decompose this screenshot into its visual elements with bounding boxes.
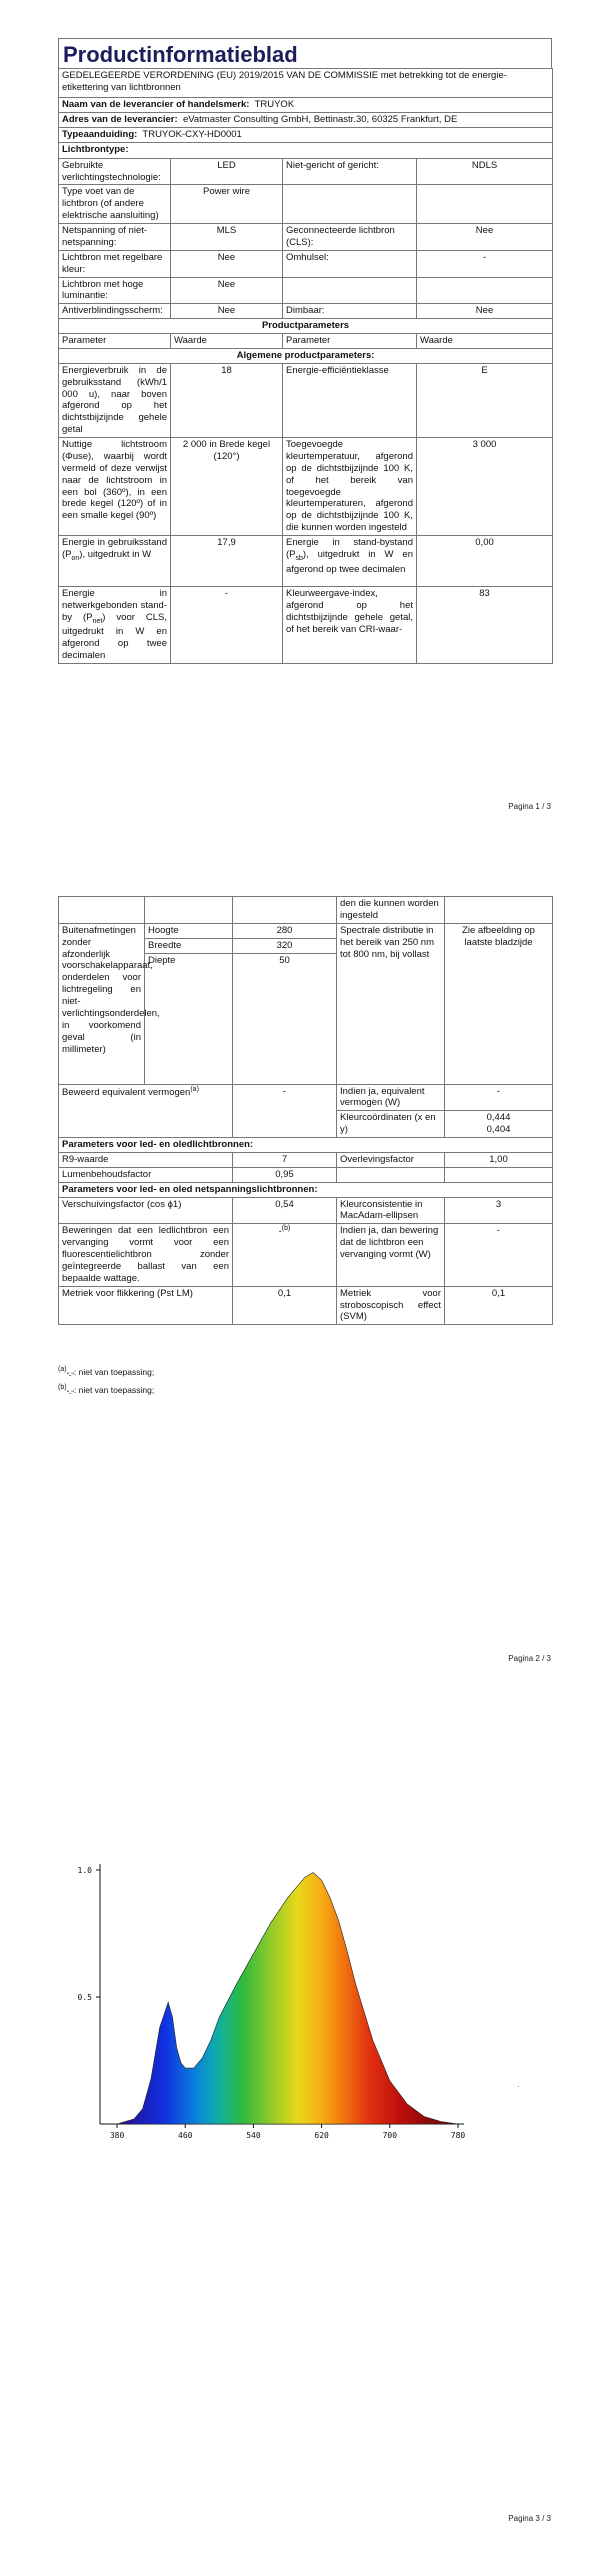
footnote-a <box>58 1366 154 1381</box>
area-layer <box>117 1873 458 2125</box>
empty-cell <box>145 897 233 924</box>
x-tick-label: 700 <box>382 2131 398 2140</box>
dim-value: Nee <box>417 304 553 319</box>
survival-label: Overlevingsfactor <box>337 1152 445 1167</box>
cri-value: 83 <box>417 587 553 664</box>
lightsource-type-heading: Lichtbrontype: <box>59 142 553 158</box>
address-value: eVatmaster Consulting GmbH, Bettinastr.30, 60325 Frankfurt, DE <box>182 113 458 125</box>
mains-params-heading: Parameters voor led- en oled netspanningslichtbronnen: <box>59 1182 553 1197</box>
colour-label: Lichtbron met regelbare kleur: <box>59 250 171 277</box>
dim-label: Dimbaar: <box>283 304 417 319</box>
regulation-text: GEDELEGEERDE VERORDENING (EU) 2019/2015 VAN DE COMMISSIE met betrekking tot de energie-etikettering van lichtbronnen <box>59 69 553 98</box>
spectral-label: Spectrale distributie in het bereik van 250 nm tot 800 nm, bij vollast <box>337 923 445 1084</box>
hlum-label: Lichtbron met hoge luminantie: <box>59 277 171 304</box>
product-params-heading: Productparameters <box>59 319 553 334</box>
empty-cell <box>59 897 145 924</box>
eclass-label: Energie-efficiëntieklasse <box>283 363 417 437</box>
address-label: Adres van de leverancier: <box>62 113 178 125</box>
empty-cell <box>445 897 553 924</box>
energy-label: Energieverbruik in de gebruiksstand (kWh/1 000 u), naar boven afgerond op het dichtstbijzijnde gehele getal <box>59 363 171 437</box>
dims-label: Buitenafmetingen zonder afzonderlijk voorschakelapparaat, onderdelen voor lichtregeling en niet-verlichtingsonderdelen, in voorkomend geval (in millimeter) <box>59 923 145 1084</box>
r9-value: 7 <box>233 1152 337 1167</box>
depth-label: Diepte <box>145 953 233 1084</box>
survival-value: 1,00 <box>445 1152 553 1167</box>
psb-label <box>283 536 417 587</box>
supplier-label: Naam van de leverancier of handelsmerk: <box>62 99 250 110</box>
claim-power-label <box>59 1084 233 1138</box>
pnet-value: - <box>171 587 283 664</box>
footnote-a-sub: "-" <box>66 1372 74 1380</box>
pon-sub: on <box>71 554 80 562</box>
page-2 <box>0 836 603 1672</box>
cct-value: 3 000 <box>417 438 553 536</box>
pon-label-b: ), uitgedrukt in W <box>79 548 152 560</box>
col-param-2: Parameter <box>283 334 417 349</box>
r9-label: R9-waarde <box>59 1152 233 1167</box>
height-value: 280 <box>233 923 337 938</box>
equiv-label: Indien ja, equivalent vermogen (W) <box>337 1084 445 1111</box>
pnet-sub: net <box>92 617 103 625</box>
width-value: 320 <box>233 938 337 953</box>
footnote-a-mark: (a) <box>58 1366 67 1373</box>
model-value: TRUYOK-CXY-HD0001 <box>142 128 242 140</box>
lumen-value: 0,95 <box>233 1167 337 1182</box>
x-tick-label: 380 <box>109 2131 125 2140</box>
strobo-value: 0,1 <box>445 1286 553 1325</box>
psb-label-b: ), uitgedrukt in W en afgerond op twee decimalen <box>286 548 413 575</box>
cri-label: Kleurweergave-index, afgerond op het dichtstbijzijnde gehele getal, of het bereik van CRI-waar- <box>283 587 417 664</box>
x-tick-label: 540 <box>246 2131 261 2140</box>
mains-value: MLS <box>171 224 283 251</box>
replace-sup: (b) <box>281 1225 291 1233</box>
col-param-1: Parameter <box>59 334 171 349</box>
empty-cell <box>417 185 553 224</box>
chroma-y: 0,404 <box>486 1124 511 1136</box>
footnote-b <box>58 1384 154 1399</box>
replace-value-text: - <box>278 1226 282 1238</box>
page-number: Pagina 1 / 3 <box>508 802 551 811</box>
pnet-label-b: ) voor CLS, uitgedrukt in W en afgerond op twee decimalen <box>62 611 167 662</box>
claim-power-label-a: Beweerd equivalent vermogen <box>62 1086 191 1098</box>
cct-label: Toegevoegde kleurtemperatuur, afgerond op de dichtstbijzijnde 100 K, of het bereik van toegevoegde kleurtemperaturen, afgerond op de dichtstbijzijnde 100 K, die kunnen worden ingesteld <box>283 438 417 536</box>
replace-label: Beweringen dat een ledlichtbron een vervanging vormt voor een fluorescentielichtbron zonder geïntegreerde ballast van een bepaalde wattage. <box>59 1224 233 1286</box>
x-tick-label: 460 <box>178 2131 193 2140</box>
equiv-value: - <box>445 1084 553 1111</box>
eclass-value: E <box>417 363 553 437</box>
flux-label: Nuttige lichtstroom (Φuse), waarbij wordt vermeld of deze verwijst naar de lichtstroom in een bol (360º), in een brede kegel (120º) of in een smalle kegel (90º) <box>59 438 171 536</box>
address-row <box>59 112 553 127</box>
mains-label: Netspanning of niet-netspanning: <box>59 224 171 251</box>
supplier-row <box>59 98 553 113</box>
page-3 <box>0 1672 603 2560</box>
empty-cell <box>445 1167 553 1182</box>
general-params-heading: Algemene productparameters: <box>59 348 553 363</box>
height-label: Hoogte <box>145 923 233 938</box>
cap-label: Type voet van de lichtbron (of andere elektrische aansluiting) <box>59 185 171 224</box>
x-tick-label: 780 <box>450 2131 466 2140</box>
width-label: Breedte <box>145 938 233 953</box>
claim-power-value: - <box>233 1084 337 1138</box>
pnet-label <box>59 587 171 664</box>
hlum-value: Nee <box>171 277 283 304</box>
cosphi-label: Verschuivingsfactor (cos ϕ1) <box>59 1197 233 1224</box>
claim-power-sup: (a) <box>190 1085 199 1093</box>
cls-value: Nee <box>417 224 553 251</box>
depth-value: 50 <box>233 953 337 1084</box>
pon-value: 17,9 <box>171 536 283 587</box>
cls-label: Geconnecteerde lichtbron (CLS): <box>283 224 417 251</box>
empty-cell <box>233 897 337 924</box>
model-row <box>59 127 553 142</box>
spectrum-area <box>117 1873 458 2125</box>
glare-value: Nee <box>171 304 283 319</box>
product-info-table-1 <box>58 68 553 664</box>
ndls-label: Niet-gericht of gericht: <box>283 158 417 185</box>
flicker-label: Metriek voor flikkering (Pst LM) <box>59 1286 233 1325</box>
spectrum-svg <box>60 1854 480 2154</box>
replace-value <box>233 1224 337 1286</box>
envelope-label: Omhulsel: <box>283 250 417 277</box>
footnote-a-text: : niet van toepassing; <box>73 1366 155 1377</box>
ndls-value: NDLS <box>417 158 553 185</box>
page-number: Pagina 3 / 3 <box>508 2514 551 2523</box>
lumen-label: Lumenbehoudsfactor <box>59 1167 233 1182</box>
led-params-heading: Parameters voor led- en oledlichtbronnen: <box>59 1138 553 1153</box>
page-1 <box>0 0 603 836</box>
supplier-value: TRUYOK <box>254 99 295 110</box>
flux-value: 2 000 in Brede kegel (120°) <box>171 438 283 536</box>
y-tick-label: 0.5 <box>77 1993 92 2002</box>
empty-cell <box>283 277 417 304</box>
cap-value: Power wire <box>171 185 283 224</box>
empty-cell <box>283 185 417 224</box>
psb-value: 0,00 <box>417 536 553 587</box>
chroma-values <box>445 1111 553 1138</box>
flicker-value: 0,1 <box>233 1286 337 1325</box>
replace-yes-label: Indien ja, dan bewering dat de lichtbron een vervanging vormt (W) <box>337 1224 445 1286</box>
cosphi-value: 0,54 <box>233 1197 337 1224</box>
macadam-label: Kleurconsistentie in MacAdam-ellipsen <box>337 1197 445 1224</box>
tech-value: LED <box>171 158 283 185</box>
model-label: Typeaanduiding: <box>62 128 138 140</box>
strobo-label: Metriek voor stroboscopisch effect (SVM) <box>337 1286 445 1325</box>
pon-label-a: Energie in gebruiksstand (P <box>62 537 167 560</box>
cont-text: den die kunnen worden ingesteld <box>337 897 445 924</box>
glare-label: Antiverblindingsscherm: <box>59 304 171 319</box>
psb-label-a: Energie in stand-bystand (P <box>286 537 413 560</box>
footnote-b-text: : niet van toepassing; <box>73 1384 155 1395</box>
replace-yes-value: - <box>445 1224 553 1286</box>
chroma-x: 0,444 <box>486 1112 511 1124</box>
pnet-label-a: Energie in netwerkgebonden stand-by (P <box>62 588 167 623</box>
psb-sub: sb <box>295 554 303 562</box>
x-tick-label: 620 <box>314 2131 329 2140</box>
y-tick-label: 1.0 <box>77 1866 92 1875</box>
footnote-b-sub: "-" <box>66 1390 74 1398</box>
empty-cell <box>417 277 553 304</box>
spectral-distribution-chart <box>60 1854 480 2154</box>
tech-label: Gebruikte verlichtingstechnologie: <box>59 158 171 185</box>
colour-value: Nee <box>171 250 283 277</box>
energy-value: 18 <box>171 363 283 437</box>
macadam-value: 3 <box>445 1197 553 1224</box>
envelope-value: - <box>417 250 553 277</box>
empty-cell <box>337 1167 445 1182</box>
document-title: Productinformatieblad <box>58 38 552 69</box>
footnote-b-mark: (b) <box>58 1384 67 1391</box>
side-mark: · <box>517 2082 520 2091</box>
col-value-1: Waarde <box>171 334 283 349</box>
product-info-table-2 <box>58 896 553 1325</box>
chroma-label: Kleurcoördinaten (x en y) <box>337 1111 445 1138</box>
spectral-value: Zie afbeelding op laatste bladzijde <box>445 923 553 1084</box>
page-number: Pagina 2 / 3 <box>508 1654 551 1663</box>
pon-label <box>59 536 171 587</box>
col-value-2: Waarde <box>417 334 553 349</box>
